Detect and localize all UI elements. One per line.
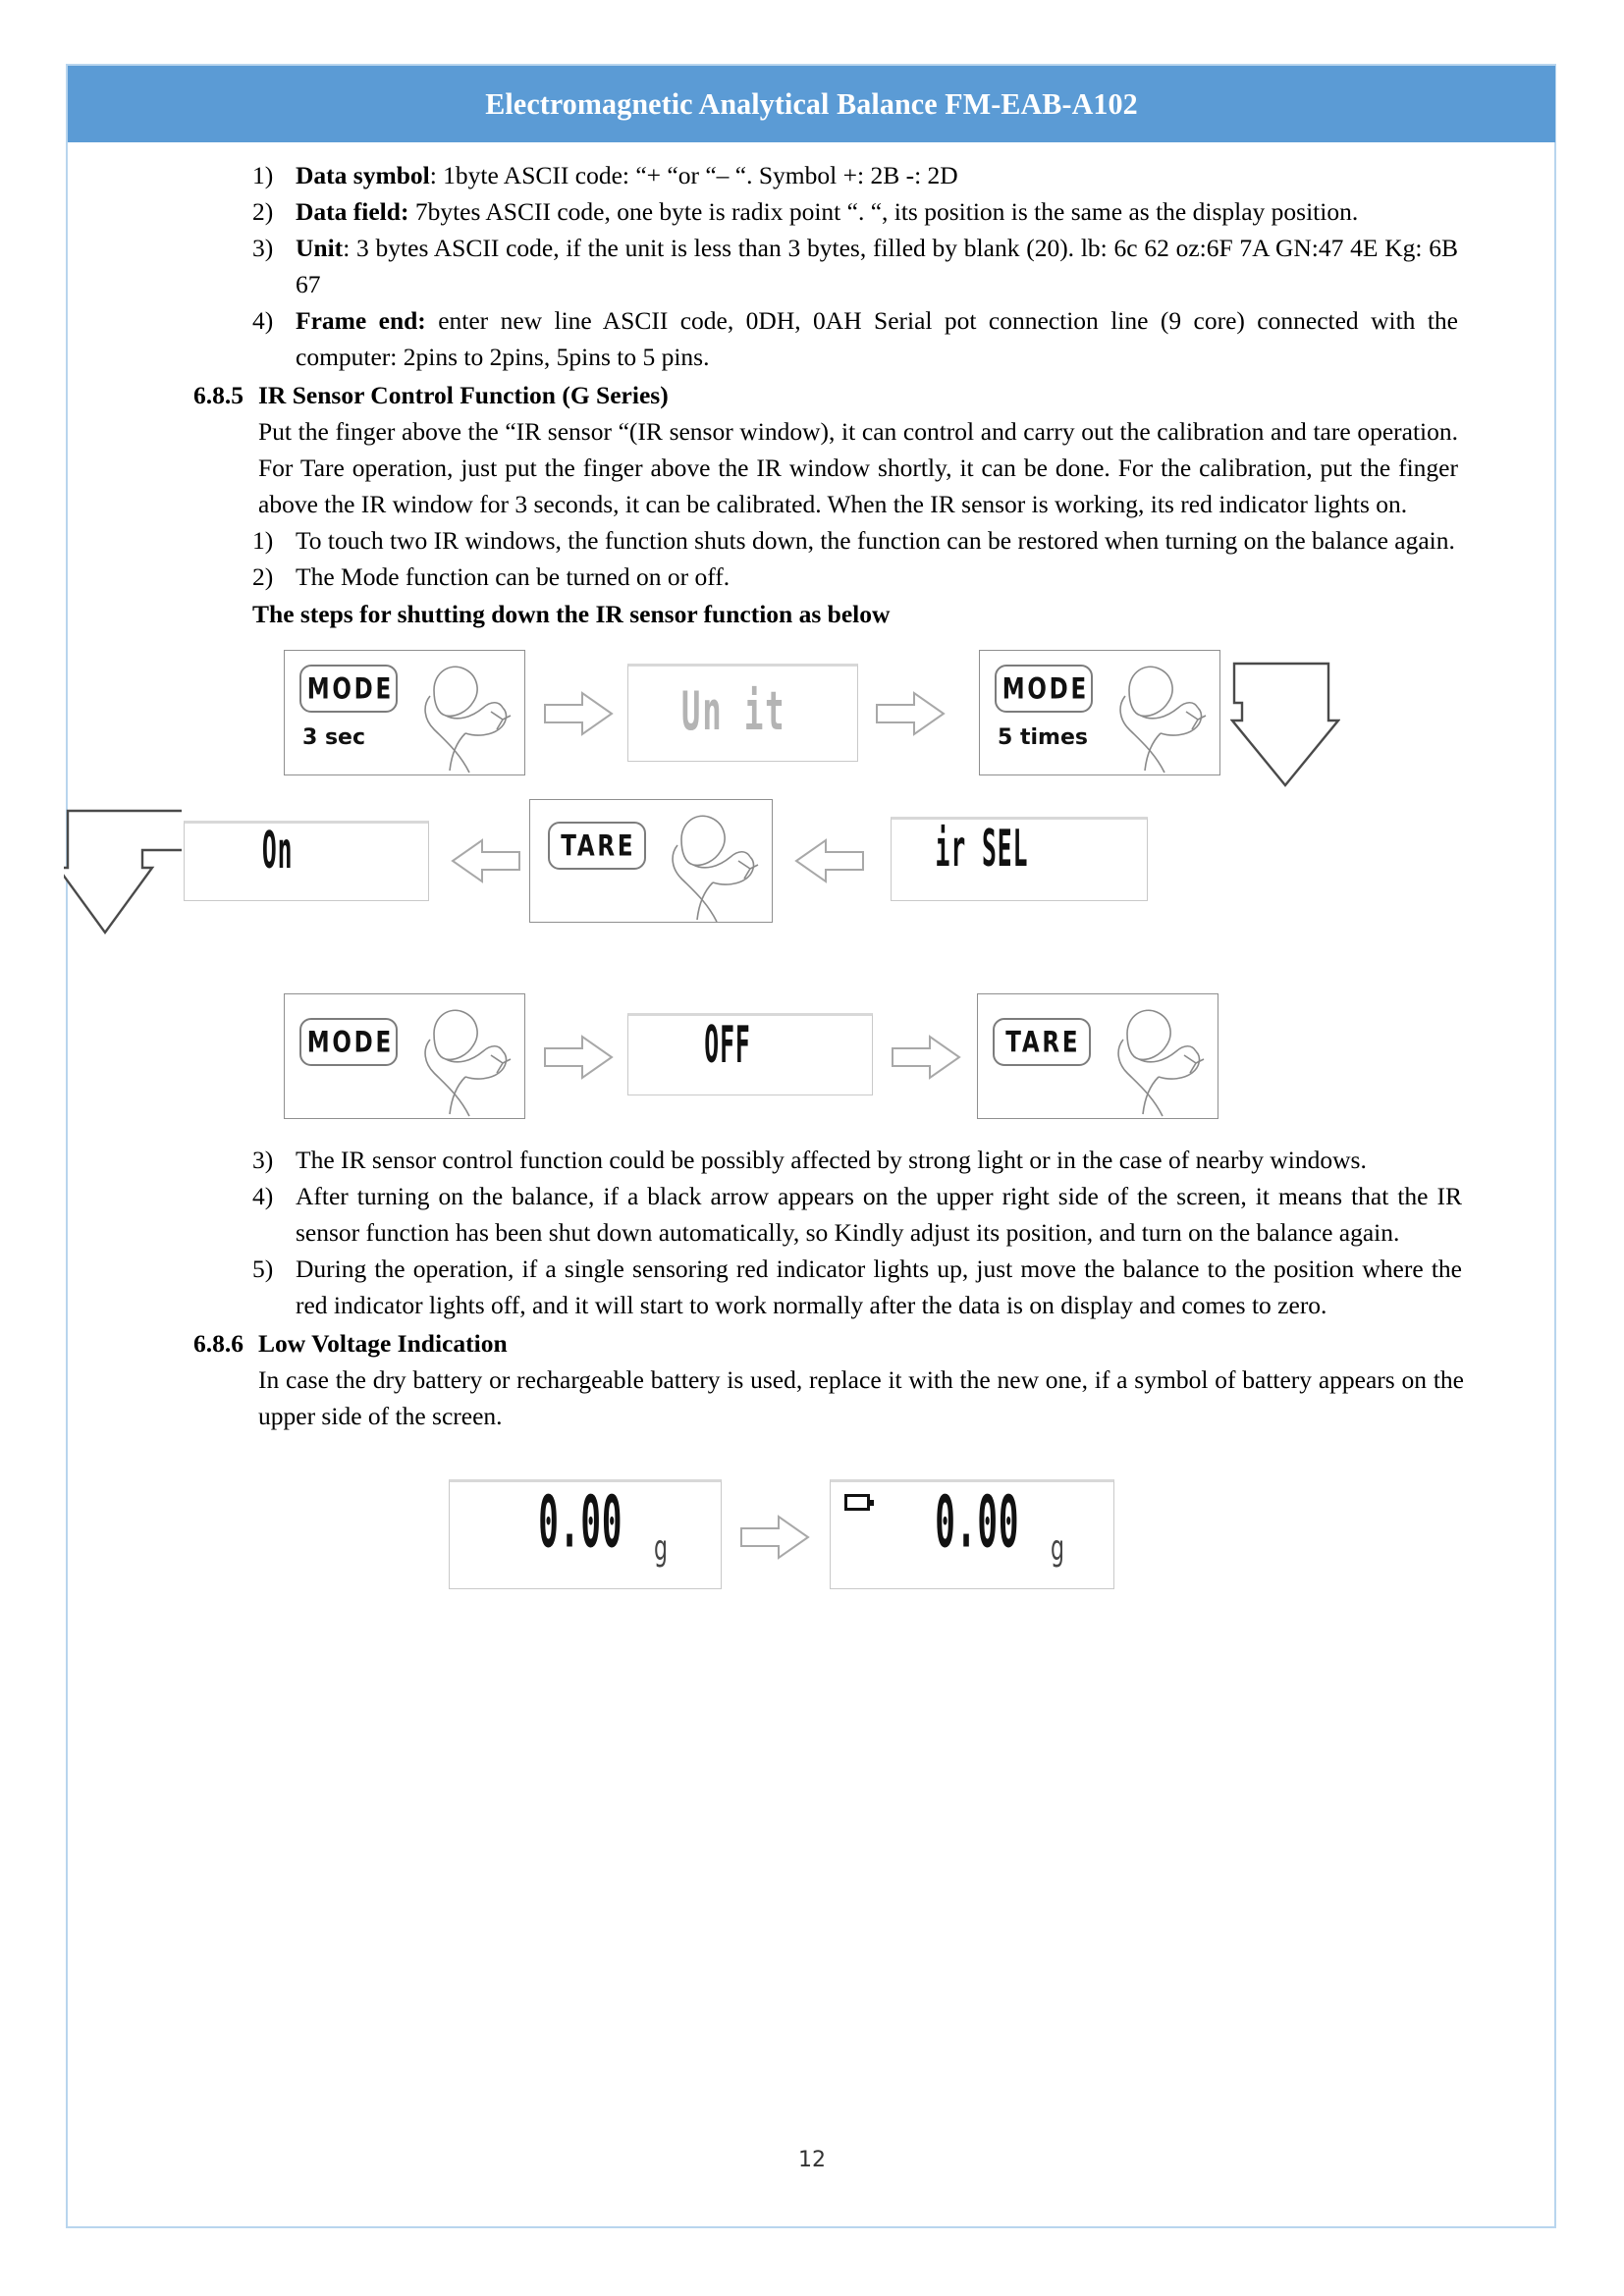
list-text — [296, 193, 1458, 230]
ir-notes-list-cont — [252, 1142, 1462, 1323]
diagram-step-tare-2 — [977, 993, 1218, 1119]
display-low-battery-value: 0.00 — [935, 1483, 1020, 1565]
pointing-finger-icon — [648, 806, 772, 926]
page-content — [66, 157, 1556, 2169]
section-686-paragraph: In case the dry battery or rechargeable battery is used, replace it with the new one, if a symbol of battery appears on the upper side of the screen. — [258, 1365, 1464, 1430]
list-text-inner: The Mode function can be turned on or off. — [296, 562, 731, 591]
mode-key[interactable] — [299, 665, 398, 713]
list-lead: Data field: — [296, 197, 409, 226]
display-normal-unit: g — [654, 1529, 668, 1570]
diagram-step-tare-1 — [529, 799, 773, 923]
list-marker: 2) — [252, 562, 274, 591]
tare-key[interactable] — [993, 1018, 1091, 1066]
list-item — [252, 302, 1458, 375]
arrow-elbow-down-left — [64, 807, 182, 964]
list-text — [296, 157, 1458, 193]
display-unit-text: Un it — [680, 681, 786, 743]
diagram-step-mode-3sec — [284, 650, 525, 775]
list-marker: 4) — [252, 306, 274, 335]
mode-key-label: MODE — [306, 671, 394, 706]
list-lead: Frame end: — [296, 306, 426, 335]
mode-key[interactable] — [299, 1018, 398, 1066]
display-normal-value: 0.00 — [538, 1483, 623, 1565]
mode-3sec-caption: 3 sec — [302, 725, 366, 750]
list-rest: : 1byte ASCII code: “+ “or “– “. Symbol +: 2B -: 2D — [429, 161, 958, 189]
list-rest: enter new line ASCII code, 0DH, 0AH Serial pot connection line (9 core) connected with the computer: 2pins to 2pins, 5pins to 5 pins. — [296, 306, 1458, 371]
list-rest: 7bytes ASCII code, one byte is radix point “. “, its position is the same as the display position. — [408, 197, 1359, 226]
page-number: 12 — [798, 2148, 826, 2172]
low-voltage-diagram — [66, 1471, 1556, 1629]
battery-icon — [844, 1494, 870, 1511]
list-item — [252, 193, 1458, 230]
list-item — [252, 522, 1460, 559]
mode-key-label: MODE — [1001, 671, 1089, 706]
arrow-right-2 — [875, 689, 947, 738]
diagram-display-ir-sel — [891, 817, 1148, 901]
arrow-right-battery — [739, 1513, 812, 1562]
mode-key-label: MODE — [306, 1025, 394, 1059]
display-ir-sel-text: ir SEL — [935, 821, 1029, 880]
section-685-paragraph: Put the finger above the “IR sensor “(IR sensor window), it can control and carry out the calibration and tare operation. For Tare operation, just put the finger above the IR window shortly, it can be done. For the calibration, put the finger above the IR window for 3 seconds, it can be calibrated. When the IR sensor is working, its red indicator lights on. — [258, 417, 1458, 518]
diagram-display-on — [184, 821, 429, 901]
list-text: After turning on the balance, if a black arrow appears on the upper right side of the screen, it means that the IR sensor function has been shut down automatically, so Kindly adjust its position, and turn on the balance again. — [296, 1182, 1462, 1247]
arrow-left-2 — [792, 836, 865, 885]
list-item — [252, 1142, 1462, 1178]
list-item — [252, 230, 1458, 302]
diagram-display-unit — [627, 664, 858, 762]
display-on-text: On — [261, 823, 294, 881]
list-item — [252, 559, 1460, 595]
list-lead: Data symbol — [296, 161, 430, 189]
steps-heading: The steps for shutting down the IR sensor function as below — [252, 600, 891, 628]
arrow-right-1 — [543, 689, 616, 738]
arrow-right-3 — [543, 1033, 616, 1082]
pointing-finger-icon — [401, 657, 524, 776]
list-item — [252, 157, 1458, 193]
section-number: 6.8.6 — [193, 1329, 244, 1358]
tare-key-label: TARE — [561, 828, 636, 863]
tare-key[interactable] — [548, 822, 646, 870]
list-marker: 5) — [252, 1255, 274, 1283]
arrow-left-1 — [449, 836, 521, 885]
list-lead: Unit — [296, 234, 344, 262]
list-text — [296, 302, 1458, 375]
section-title: Low Voltage Indication — [258, 1329, 508, 1358]
section-title: IR Sensor Control Function (G Series) — [258, 381, 669, 409]
diagram-step-mode-5times — [979, 650, 1220, 775]
display-off-text: OFF — [704, 1017, 751, 1076]
section-heading-6-8-6 — [193, 1325, 1556, 1362]
mode-5times-caption: 5 times — [998, 725, 1088, 750]
mode-key[interactable] — [995, 665, 1093, 713]
section-heading-6-8-5 — [193, 377, 1556, 413]
list-item — [252, 1178, 1462, 1251]
display-normal — [449, 1479, 722, 1589]
section-number: 6.8.5 — [193, 381, 244, 409]
ir-sensor-steps-diagram — [66, 642, 1556, 1138]
list-marker: 3) — [252, 234, 274, 262]
diagram-step-mode-2 — [284, 993, 525, 1119]
arrow-elbow-down-right — [1230, 660, 1340, 817]
display-low-battery — [830, 1479, 1114, 1589]
list-item — [252, 1251, 1462, 1323]
list-rest: : 3 bytes ASCII code, if the unit is less than 3 bytes, filled by blank (20). lb: 6c 62 oz:6F 7A GN:47 4E Kg: 6B 67 — [296, 234, 1458, 298]
list-text: To touch two IR windows, the function shuts down, the function can be restored when turning on the balance again. — [296, 526, 1455, 555]
arrow-right-4 — [891, 1033, 963, 1082]
pointing-finger-icon — [1094, 1000, 1218, 1120]
page-title: Electromagnetic Analytical Balance FM-EAB-A102 — [485, 86, 1138, 121]
diagram-display-off — [627, 1013, 873, 1095]
list-marker: 2) — [252, 197, 274, 226]
list-marker: 3) — [252, 1146, 274, 1174]
tare-key-label: TARE — [1005, 1025, 1081, 1059]
list-marker: 4) — [252, 1182, 274, 1210]
list-text — [296, 559, 1460, 595]
data-frame-list — [252, 157, 1458, 375]
ir-notes-list — [252, 522, 1460, 595]
pointing-finger-icon — [401, 1000, 524, 1120]
list-text: During the operation, if a single sensoring red indicator lights up, just move the balance to the position where the red indicator lights off, and it will start to work normally after the data is on display and comes to zero. — [296, 1255, 1462, 1319]
list-marker: 1) — [252, 161, 274, 189]
list-text: The IR sensor control function could be possibly affected by strong light or in the case of nearby windows. — [296, 1146, 1367, 1174]
pointing-finger-icon — [1096, 657, 1219, 776]
list-marker: 1) — [252, 526, 274, 555]
list-text — [296, 230, 1458, 302]
page-header-banner — [68, 66, 1555, 142]
display-low-battery-unit: g — [1051, 1529, 1064, 1570]
